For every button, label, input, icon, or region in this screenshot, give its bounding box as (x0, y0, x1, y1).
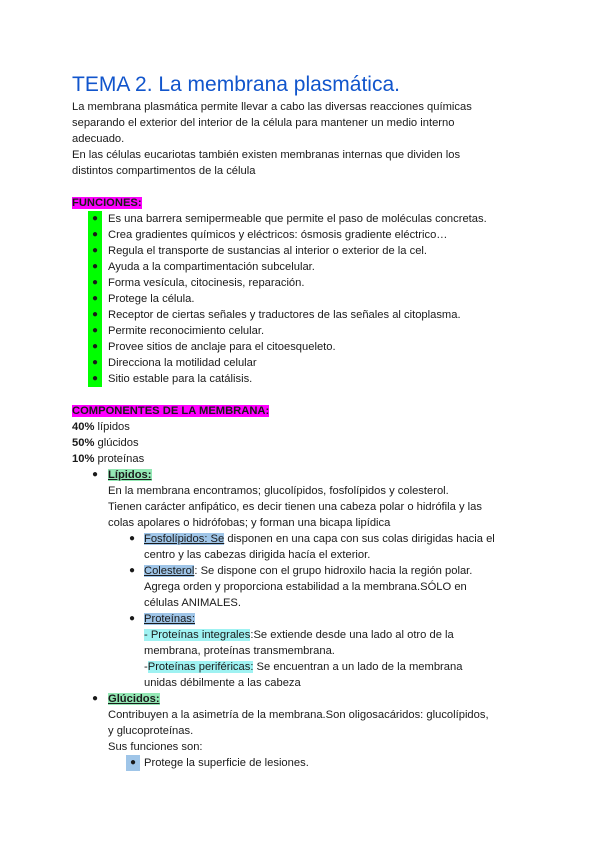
intro-line: separando el exterior del interior de la célula para mantener un medio interno (72, 117, 455, 129)
functions-list (72, 211, 542, 387)
glucidos-line: Sus funciones son: (108, 741, 203, 753)
bullet-icon: ● (88, 355, 102, 371)
list-item (108, 755, 542, 771)
lipidos-line: colas apolares o hidrófobas; y forman una bicapa lipídica (108, 517, 391, 529)
integrales-text: :Se extiende desde una lado al otro de la (250, 629, 454, 641)
list-item (72, 259, 542, 275)
list-item-lipidos (72, 467, 542, 483)
bullet-icon: ● (88, 227, 102, 243)
glucids-word: glúcidos (94, 437, 139, 449)
colesterol-text: : Se dispone con el grupo hidroxilo hacia la región polar. (194, 565, 473, 577)
list-item-text: Ayuda a la compartimentación subcelular. (108, 261, 315, 273)
perifericas-prefix: - (144, 661, 148, 673)
list-item-proteinas (108, 611, 542, 691)
integrales-text: membrana, proteínas transmembrana. (144, 645, 335, 657)
perifericas-label: Proteínas periféricas: (147, 661, 254, 673)
perifericas-text: Se encuentran a un lado de la membrana (253, 661, 463, 673)
integrales-label: Proteínas integrales (150, 629, 251, 641)
list-item-text: Permite reconocimiento celular. (108, 325, 265, 337)
colesterol-text: Agrega orden y proporciona estabilidad a la membrana.SÓLO en (144, 581, 467, 593)
bullet-icon: ● (128, 613, 136, 624)
list-item-text: Forma vesícula, citocinesis, reparación. (108, 277, 305, 289)
list-item (72, 323, 542, 339)
intro-line: La membrana plasmática permite llevar a cabo las diversas reacciones químicas (72, 101, 472, 113)
list-item-glucidos (72, 691, 542, 707)
functions-heading-text: FUNCIONES: (72, 197, 142, 209)
fosfolipidos-text: disponen en una capa con sus colas dirigidas hacia el (224, 533, 495, 545)
lipidos-label: Lípidos: (108, 469, 152, 481)
list-item (72, 291, 542, 307)
list-item (72, 211, 542, 227)
lipidos-description (72, 483, 542, 691)
bullet-icon: ● (128, 565, 136, 576)
lipidos-sublist (108, 531, 542, 691)
bullet-icon: ● (88, 371, 102, 387)
fosfolipidos-label: Fosfolípidos: Se (144, 533, 225, 545)
list-item-fosfolipidos (108, 531, 542, 563)
colesterol-text: células ANIMALES. (144, 597, 241, 609)
glucids-percent: 50% (72, 437, 95, 449)
perifericas-text: unidas débilmente a las cabeza (144, 677, 301, 689)
composition-glucids (72, 435, 542, 451)
list-item-text: Regula el transporte de sustancias al interior o exterior de la cel. (108, 245, 428, 257)
list-item-text: Crea gradientes químicos y eléctricos: ósmosis gradiente eléctrico… (108, 229, 448, 241)
components-heading (72, 403, 542, 419)
bullet-icon: ● (88, 307, 102, 323)
lipids-percent: 40% (72, 421, 95, 433)
glucidos-functions-list (108, 755, 542, 771)
composition-proteins (72, 451, 542, 467)
proteins-percent: 10% (72, 453, 95, 465)
glucidos-label: Glúcidos: (108, 693, 160, 705)
glucidos-line: y glucoproteínas. (108, 725, 194, 737)
list-item (72, 339, 542, 355)
list-item-text: Sitio estable para la catálisis. (108, 373, 253, 385)
glucidos-line: Contribuyen a la asimetría de la membrana.Son oligosacáridos: glucolípidos, (108, 709, 489, 721)
bullet-icon: ● (91, 693, 99, 704)
components-list (72, 467, 542, 483)
lipidos-line: En la membrana encontramos; glucolípidos, fosfolípidos y colesterol. (108, 485, 449, 497)
bullet-icon: ● (126, 755, 140, 771)
list-item (72, 371, 542, 387)
list-item-text: Protege la superficie de lesiones. (144, 757, 309, 769)
list-item (72, 307, 542, 323)
intro-line: En las células eucariotas también existen membranas internas que dividen los (72, 149, 461, 161)
list-item-text: Es una barrera semipermeable que permite el paso de moléculas concretas. (108, 213, 487, 225)
composition-lipids (72, 419, 542, 435)
list-item-text: Receptor de ciertas señales y traductores de las señales al citoplasma. (108, 309, 461, 321)
lipids-word: lípidos (94, 421, 130, 433)
page-title: TEMA 2. La membrana plasmática. (72, 73, 400, 96)
bullet-icon: ● (88, 291, 102, 307)
list-item (72, 243, 542, 259)
list-item-text: Provee sitios de anclaje para el citoesqueleto. (108, 341, 336, 353)
list-item (72, 275, 542, 291)
bullet-icon: ● (88, 339, 102, 355)
list-item-text: Protege la célula. (108, 293, 195, 305)
bullet-icon: ● (88, 275, 102, 291)
bullet-icon: ● (88, 243, 102, 259)
integrales-prefix: - (144, 629, 151, 641)
list-item (72, 227, 542, 243)
glucidos-description (72, 707, 542, 771)
list-item-text: Direcciona la motilidad celular (108, 357, 257, 369)
proteinas-label: Proteínas: (144, 613, 195, 625)
bullet-icon: ● (128, 533, 136, 544)
bullet-icon: ● (88, 323, 102, 339)
intro-line: distintos compartimentos de la célula (72, 165, 256, 177)
components-list-glucidos (72, 691, 542, 707)
proteins-word: proteínas (94, 453, 145, 465)
list-item (72, 355, 542, 371)
bullet-icon: ● (88, 259, 102, 275)
list-item-colesterol (108, 563, 542, 611)
lipidos-line: Tienen carácter anfipático, es decir tienen una cabeza polar o hidrófila y las (108, 501, 482, 513)
document-page (72, 72, 542, 771)
components-heading-text: COMPONENTES DE LA MEMBRANA: (72, 405, 270, 417)
fosfolipidos-text: centro y las cabezas dirigida hacía el exterior. (144, 549, 371, 561)
intro-line: adecuado. (72, 133, 125, 145)
bullet-icon: ● (88, 211, 102, 227)
colesterol-label: Colesterol (144, 565, 195, 577)
intro-paragraph (72, 99, 542, 179)
bullet-icon: ● (91, 469, 99, 480)
functions-heading (72, 195, 542, 211)
